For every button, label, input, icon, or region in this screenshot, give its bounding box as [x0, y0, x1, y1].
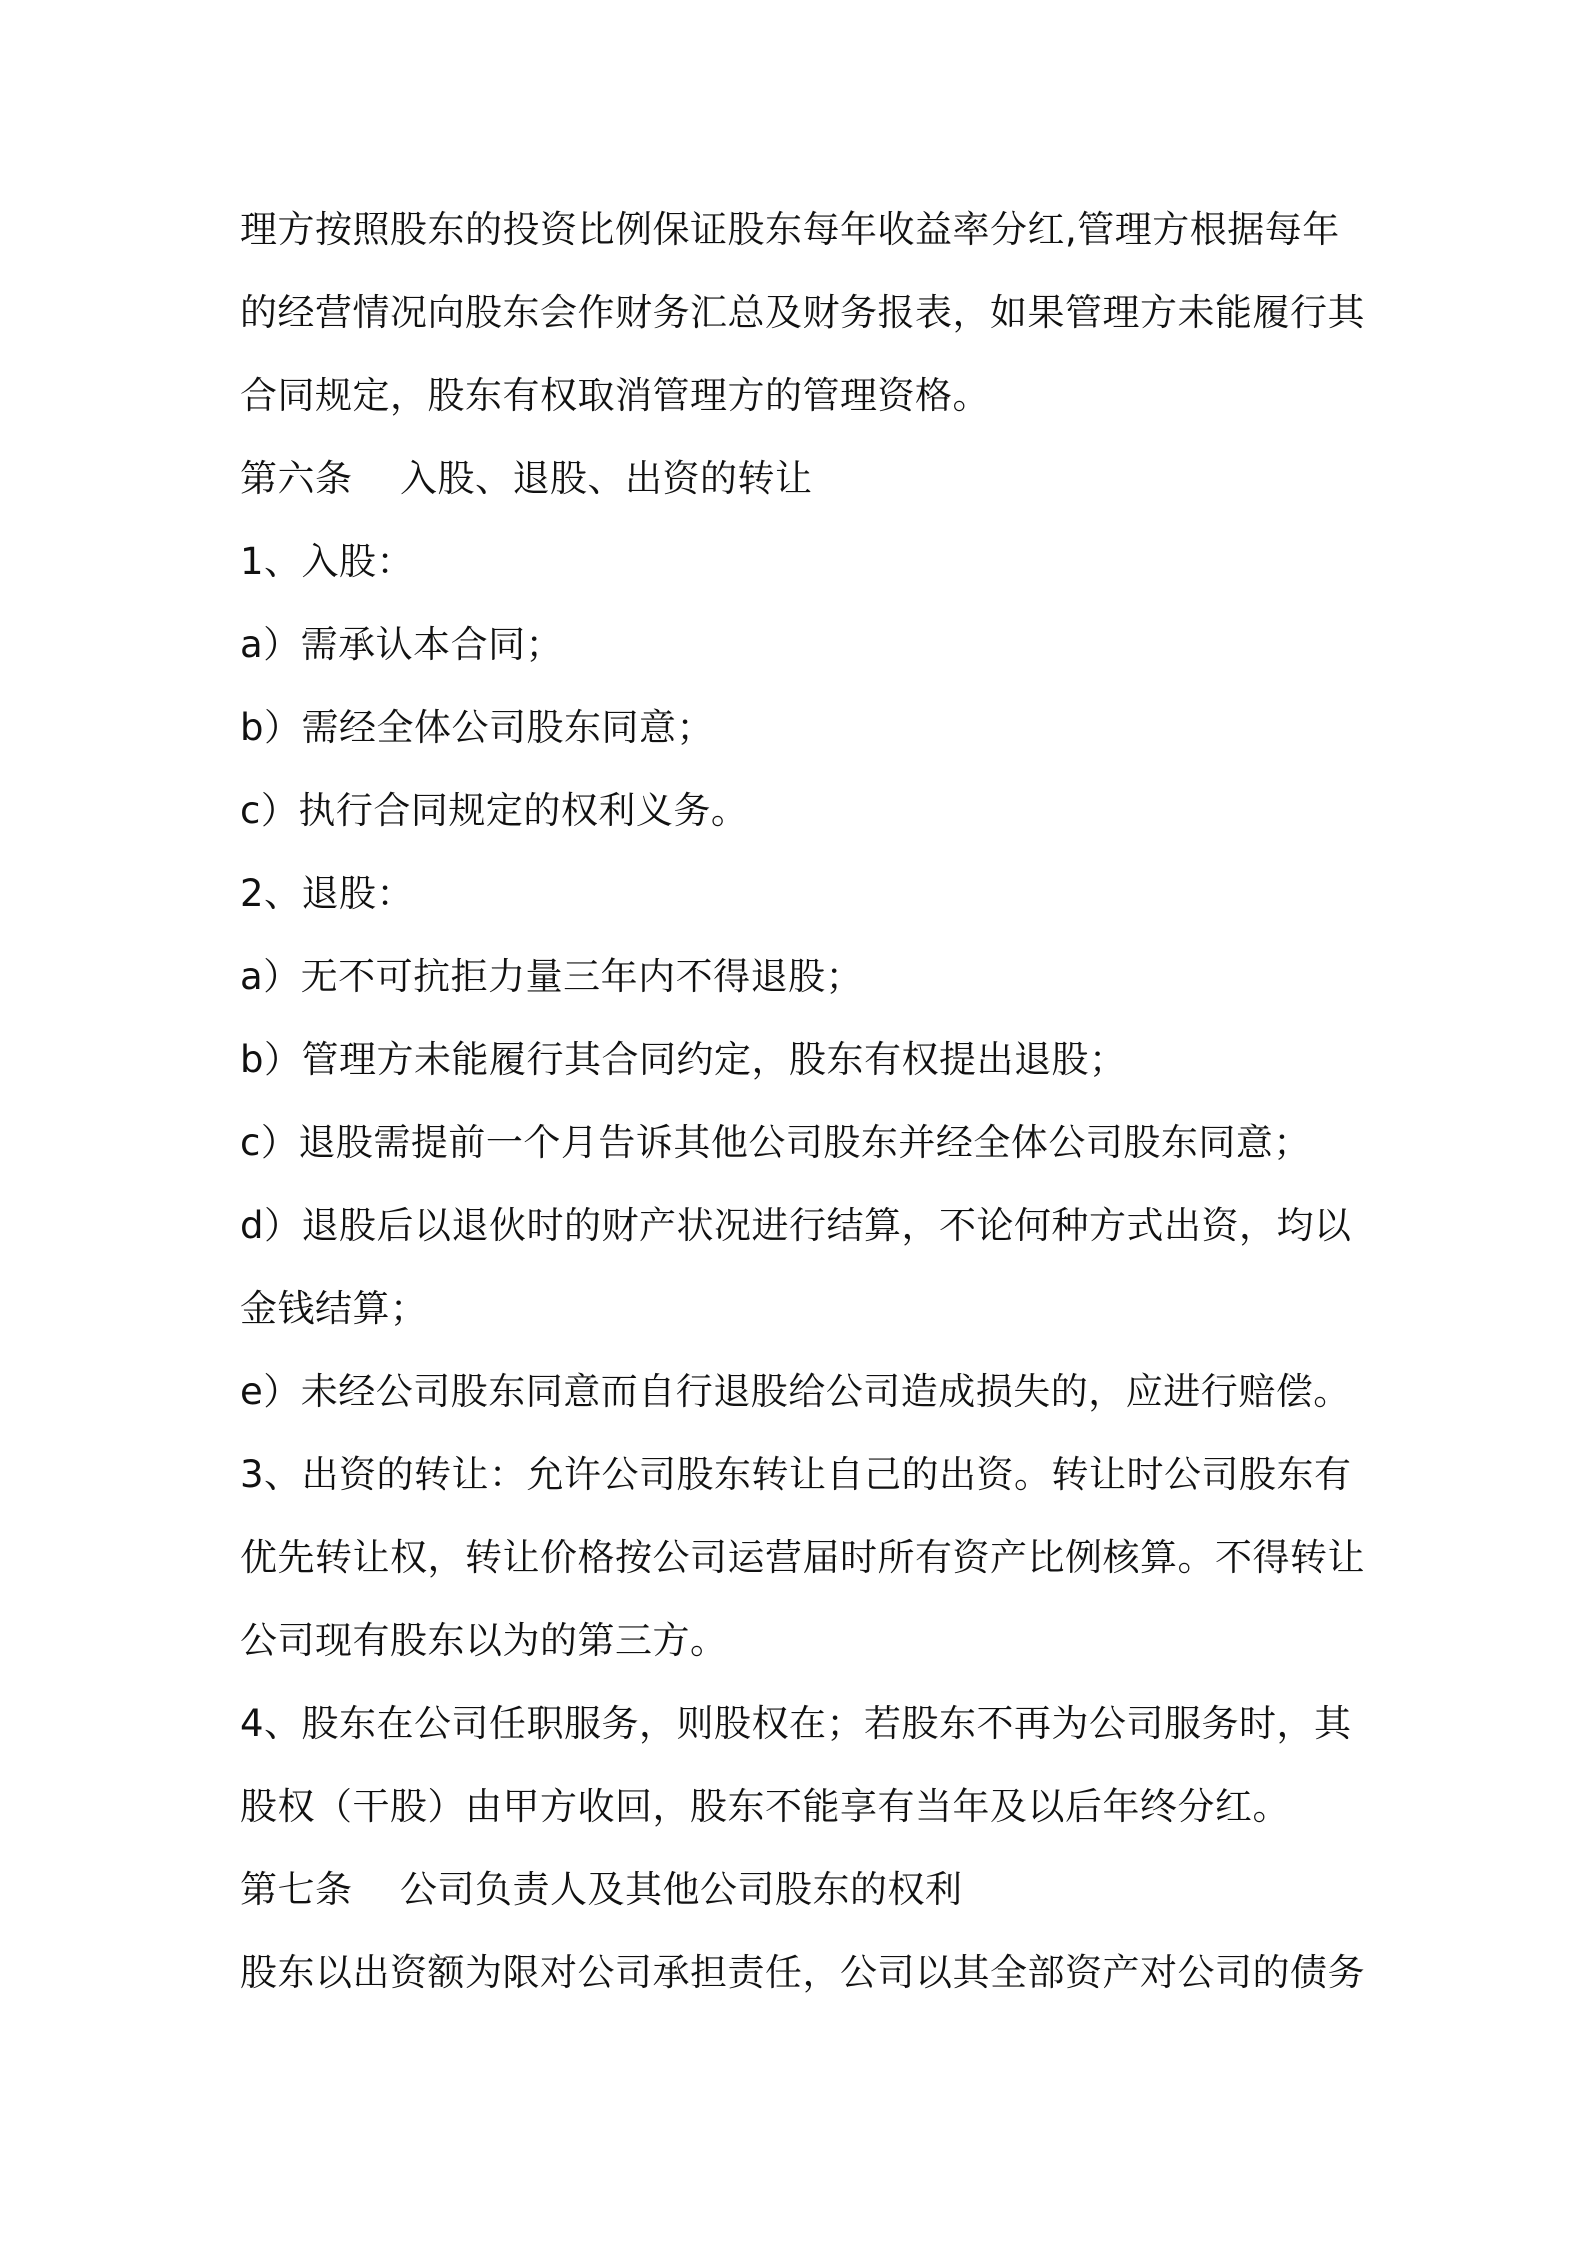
list-item: 4、股东在公司任职服务，则股权在；若股东不再为公司服务时，其	[240, 1702, 1352, 1745]
article-heading-6	[240, 451, 1360, 507]
paragraph-line: 股东以出资额为限对公司承担责任，公司以其全部资产对公司的债务	[240, 1951, 1365, 1994]
article-number: 第六条	[240, 457, 353, 500]
list-item: c）执行合同规定的权利义务。	[240, 789, 749, 832]
article-title: 公司负责人及其他公司股东的权利	[400, 1868, 963, 1911]
article-heading-7	[240, 1862, 1360, 1918]
list-item: 3、出资的转让：允许公司股东转让自己的出资。转让时公司股东有	[240, 1453, 1352, 1496]
paragraph-line: 合同规定，股东有权取消管理方的管理资格。	[240, 374, 990, 417]
list-item: 金钱结算；	[240, 1287, 428, 1330]
list-item: 1、入股：	[240, 540, 415, 583]
list-item: 股权（干股）由甲方收回，股东不能享有当年及以后年终分红。	[240, 1785, 1290, 1828]
article-title: 入股、退股、出资的转让	[400, 457, 813, 500]
list-item: 2、退股：	[240, 872, 415, 915]
list-item: e）未经公司股东同意而自行退股给公司造成损失的，应进行赔偿。	[240, 1370, 1351, 1413]
article-number: 第七条	[240, 1868, 353, 1911]
paragraph-line: 的经营情况向股东会作财务汇总及财务报表，如果管理方未能履行其	[240, 291, 1365, 334]
list-item: b）需经全体公司股东同意；	[240, 706, 714, 749]
list-item: d）退股后以退伙时的财产状况进行结算，不论何种方式出资，均以	[240, 1204, 1352, 1247]
list-item: c）退股需提前一个月告诉其他公司股东并经全体公司股东同意；	[240, 1121, 1311, 1164]
list-item: a）无不可抗拒力量三年内不得退股；	[240, 955, 864, 998]
list-item: 公司现有股东以为的第三方。	[240, 1619, 728, 1662]
list-item: 优先转让权，转让价格按公司运营届时所有资产比例核算。不得转让	[240, 1536, 1365, 1579]
list-item: a）需承认本合同；	[240, 623, 564, 666]
list-item: b）管理方未能履行其合同约定，股东有权提出退股；	[240, 1038, 1127, 1081]
paragraph-line: 理方按照股东的投资比例保证股东每年收益率分红,管理方根据每年	[240, 208, 1340, 251]
